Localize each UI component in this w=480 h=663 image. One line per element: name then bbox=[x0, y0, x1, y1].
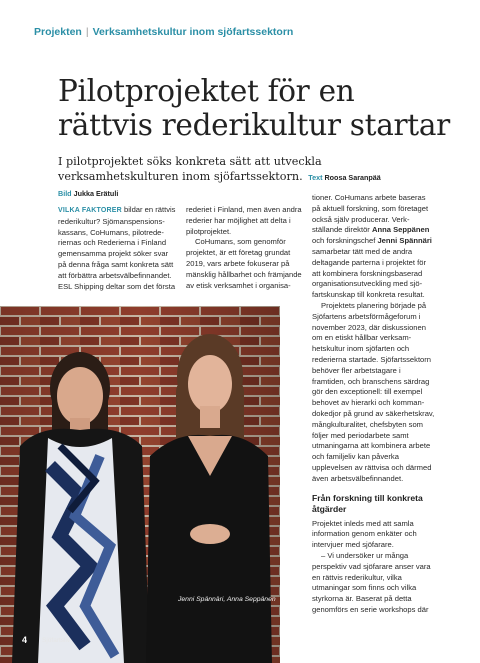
credit-image-name: Jukka Erätuli bbox=[73, 189, 119, 198]
section-subheading: Från forskning till konkreta åtgärder bbox=[312, 492, 423, 514]
col3-paragraph-3: Projektet inleds med att samla information genom enkäter och intervjuer med sjöfarare. bbox=[312, 518, 417, 550]
credit-text-label: Text bbox=[308, 173, 323, 182]
lead-text: I pilotprojektet söks konkreta sätt att utveckla verksamhetskulturen inom sjöfartssektorn. bbox=[58, 155, 322, 183]
col1-leadin: VILKA FAKTORER bbox=[58, 207, 122, 214]
page-number: 4 bbox=[22, 635, 28, 645]
col3-name-jenni: Jenni Spännäri bbox=[377, 236, 432, 246]
breadcrumb-separator: | bbox=[85, 26, 89, 38]
credit-image-label: Bild bbox=[58, 189, 72, 198]
col3-paragraph-1 bbox=[312, 193, 436, 301]
magazine-brand: Sjöfartsliv bbox=[42, 637, 71, 644]
breadcrumb-section: Projekten bbox=[34, 26, 82, 38]
body-column-1 bbox=[58, 205, 178, 292]
article-photo bbox=[0, 306, 280, 663]
body-column-2 bbox=[186, 205, 302, 291]
col3-paragraph-2: Projektets planering började på Sjöfartens arbetsförmågeforum i november 2023, där diskussionen om en etiskt hållbar verksamhetskultur inom sjöfarten och rederierna startade. Sjöfartssektorn behöver fler arbetstagare i framtiden, och branschens särdrag gör den exceptionell: till exempel behovet av hierarki och kommandokedjor på grund av säkerhetskrav, mångkulturalitet, chefsbyten som följer med periodarbete samt utmaningarna att kombinera arbete och familjeliv kan påverka upplevelsen av rättvisa och därmed även arbetsvälbefinnandet. bbox=[312, 300, 435, 483]
col1-paragraph bbox=[58, 205, 178, 292]
article-title: Pilotprojektet för en rättvis rederikultur startar bbox=[58, 74, 450, 142]
col3-p1-text-b: och forskningschef bbox=[312, 236, 376, 246]
col2-paragraph-1: rederiet i Finland, men även andra rederier har möjlighet att delta i pilotprojektet. bbox=[186, 205, 302, 236]
body-column-3 bbox=[312, 193, 436, 616]
breadcrumb bbox=[34, 26, 293, 38]
col3-paragraph-4: – Vi undersöker ur många perspektiv vad sjöfarare anser vara en rättvis rederikultur, vilka utmaningar som finns och vilka styrkorna är. Baserat på detta genomförs en serie workshops där bbox=[312, 550, 431, 614]
col3-p1-text-a: tioner. CoHumans arbete baseras på aktuell forskning, som företaget också själv producerar. Verkställande direktör bbox=[312, 193, 429, 235]
credit-text-name: Roosa Saranpää bbox=[324, 173, 381, 182]
breadcrumb-subsection: Verksamhetskultur inom sjöfartssektorn bbox=[92, 26, 294, 38]
col3-p1-text-c: samarbetar tätt med de andra deltagande parterna i projektet för att kombinera forskningsbaserad organisationsutveckling med sjöfartskunskap till konkreta resultat. bbox=[312, 246, 426, 300]
col1-body: bildar en rättvis rederikultur? Sjömanspensionskassans, CoHumans, pilotrederiernas och Rederierna i Finland gemensamma projekt söker svar på denna fråga samt konkreta sätt att förbättra arbetsvälbefinnandet. ESL Shipping deltar som det första bbox=[58, 205, 176, 291]
photo-illustration bbox=[0, 306, 280, 663]
col3-name-anna: Anna Seppänen bbox=[371, 225, 430, 235]
col2-paragraph-2: CoHumans, som genomför projektet, är ett företag grundat 2019, vars arbete fokuserar på mänsklig hållbarhet och främjande av etisk verksamhet i organisa- bbox=[186, 237, 302, 290]
photo-caption: Jenni Spännäri, Anna Seppänen bbox=[178, 596, 276, 603]
